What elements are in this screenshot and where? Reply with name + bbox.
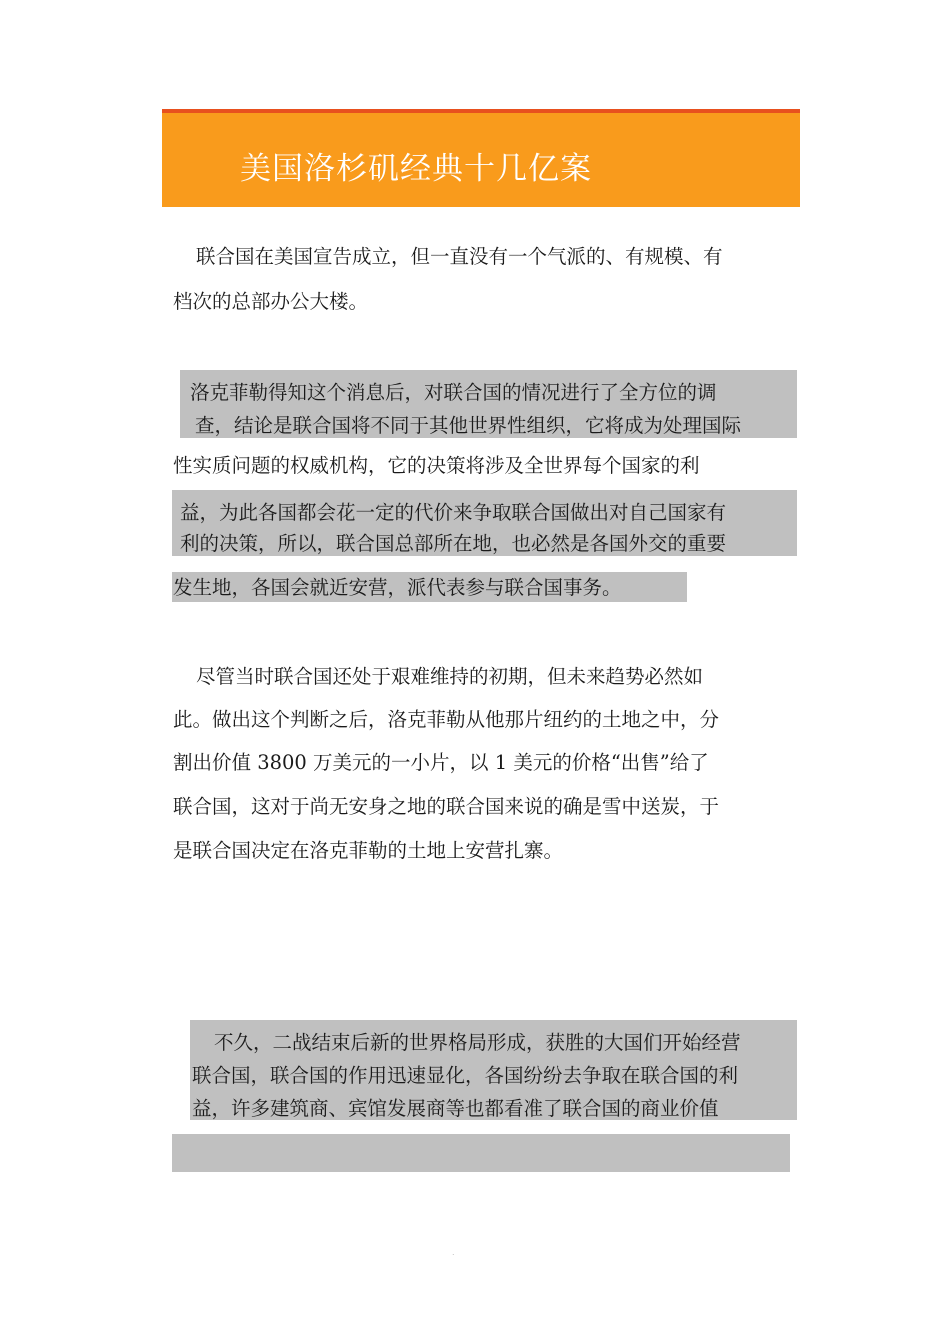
paragraph-line: 不久，二战结束后新的世界格局形成，获胜的大国们开始经营 — [214, 1031, 741, 1054]
paragraph-line: 档次的总部办公大楼。 — [173, 290, 369, 313]
paragraph-line: 益，许多建筑商、宾馆发展商等也都看准了联合国的商业价值 — [192, 1097, 719, 1120]
page-title: 美国洛杉矶经典十几亿案 — [240, 151, 592, 187]
paragraph-line: 割出价值 3800 万美元的一小片，以 1 美元的价格“出售”给了 — [173, 751, 709, 774]
paragraph-line: 联合国在美国宣告成立，但一直没有一个气派的、有规模、有 — [196, 245, 723, 268]
paragraph-line: 利的决策，所以，联合国总部所在地，也必然是各国外交的重要 — [180, 532, 727, 555]
paragraph-line: 性实质问题的权威机构，它的决策将涉及全世界每个国家的利 — [173, 454, 700, 477]
paragraph-line: 联合国，这对于尚无安身之地的联合国来说的确是雪中送炭，于 — [173, 795, 720, 818]
highlight-band — [172, 1134, 790, 1172]
paragraph-line: 联合国，联合国的作用迅速显化，各国纷纷去争取在联合国的利 — [192, 1064, 739, 1087]
title-banner — [162, 109, 800, 207]
paragraph-line: 查，结论是联合国将不同于其他世界性组织，它将成为处理国际 — [195, 414, 742, 437]
paragraph-line: 发生地，各国会就近安营，派代表参与联合国事务。 — [173, 576, 622, 599]
paragraph-line: 此。做出这个判断之后，洛克菲勒从他那片纽约的土地之中，分 — [173, 708, 720, 731]
page-mark: . — [452, 1248, 455, 1257]
paragraph-line: 益，为此各国都会花一定的代价来争取联合国做出对自己国家有 — [180, 501, 727, 524]
paragraph-line: 是联合国决定在洛克菲勒的土地上安营扎寨。 — [173, 839, 564, 862]
paragraph-line: 尽管当时联合国还处于艰难维持的初期，但未来趋势必然如 — [196, 665, 704, 688]
paragraph-line: 洛克菲勒得知这个消息后，对联合国的情况进行了全方位的调 — [190, 381, 717, 404]
